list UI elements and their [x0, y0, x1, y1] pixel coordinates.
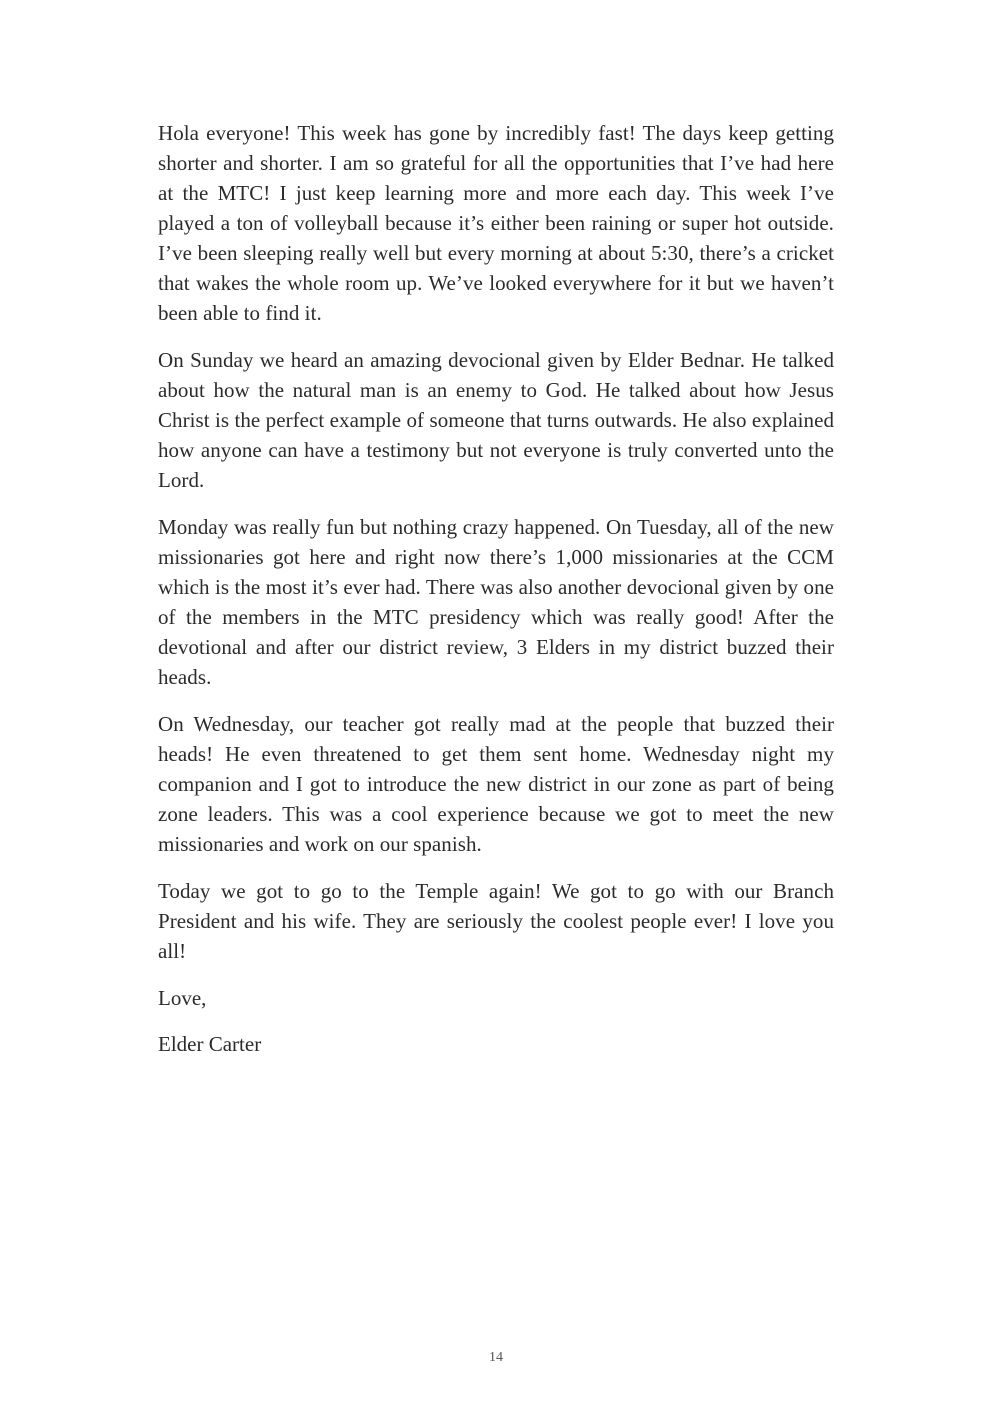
letter-paragraph-3: Monday was really fun but nothing crazy happened. On Tuesday, all of the new missionaries got here and right now there’s 1,000 missionaries at the CCM which is the most it’s ever had. There was also another devocional given by one of the members in the MTC presidency which was really good! After the devotional and after our district review, 3 Elders in my district buzzed their heads.: [158, 515, 834, 689]
page-number: 14: [489, 1350, 503, 1365]
letter-paragraph-4: On Wednesday, our teacher got really mad at the people that buzzed their heads! He even threatened to get them sent home. Wednesday night my companion and I got to introduce the new district in our zone as part of being zone leaders. This was a cool experience because we got to meet the new missionaries and work on our spanish.: [158, 712, 834, 856]
letter-paragraph-2: On Sunday we heard an amazing devocional given by Elder Bednar. He talked about how the natural man is an enemy to God. He talked about how Jesus Christ is the perfect example of someone that turns outwards. He also explained how anyone can have a testimony but not everyone is truly converted unto the Lord.: [158, 348, 834, 492]
letter-body: [158, 118, 834, 1075]
letter-closing: Love,: [158, 986, 207, 1010]
letter-paragraph-1: Hola everyone! This week has gone by incredibly fast! The days keep getting shorter and shorter. I am so grateful for all the opportunities that I’ve had here at the MTC! I just keep learning more and more each day. This week I’ve played a ton of volleyball because it’s either been raining or super hot outside. I’ve been sleeping really well but every morning at about 5:30, there’s a cricket that wakes the whole room up. We’ve looked everywhere for it but we haven’t been able to find it.: [158, 121, 834, 325]
letter-signature: Elder Carter: [158, 1032, 262, 1056]
letter-paragraph-5: Today we got to go to the Temple again! We got to go with our Branch President and his wife. They are seriously the coolest people ever! I love you all!: [158, 879, 834, 963]
